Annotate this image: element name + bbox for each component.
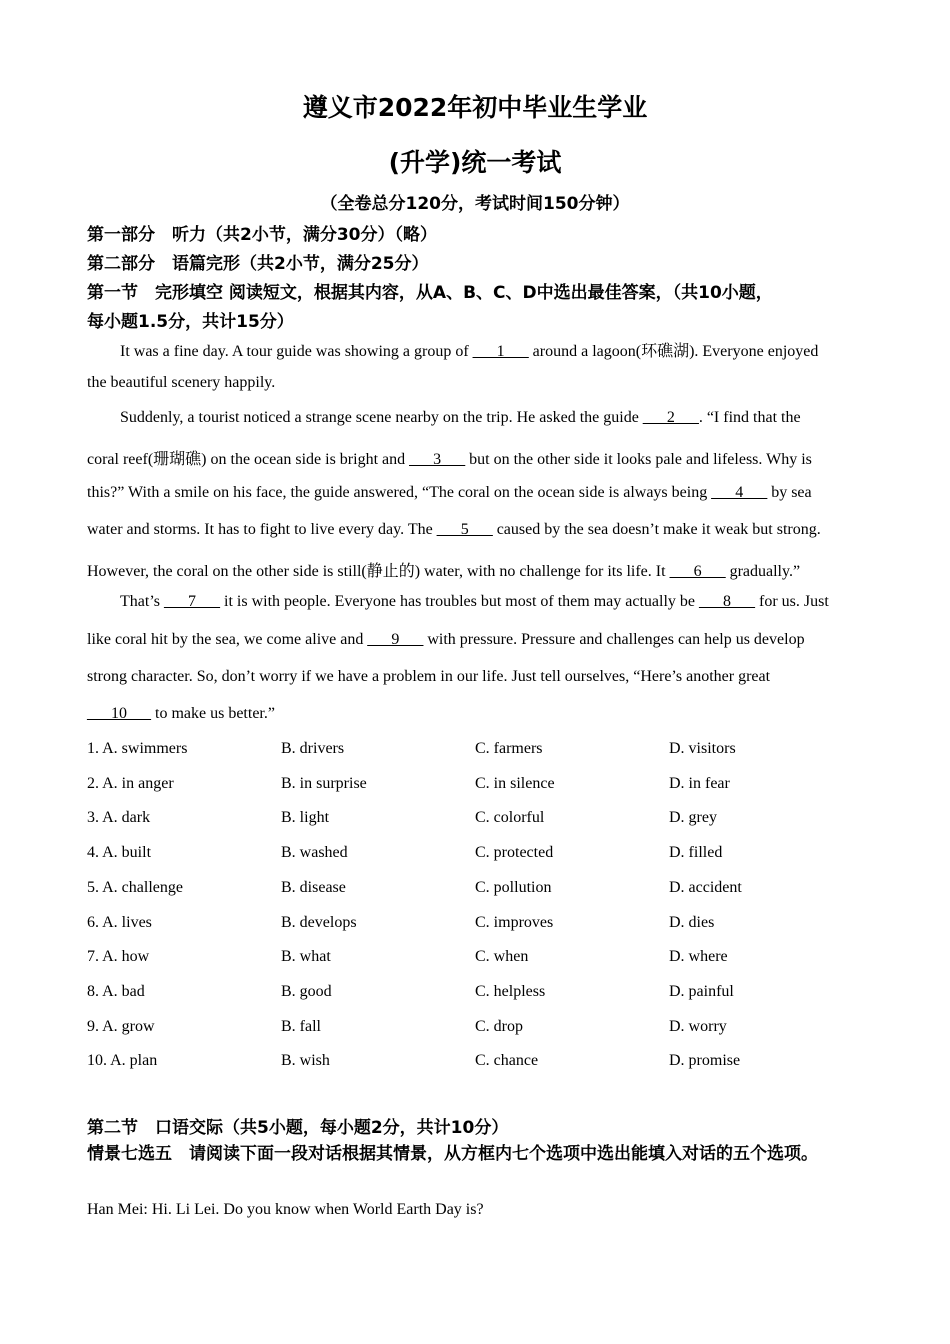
blank-4: ___4___ bbox=[711, 484, 768, 501]
option-1-c: C. farmers bbox=[475, 740, 543, 757]
option-9-d: D. worry bbox=[669, 1018, 727, 1035]
exam-subtitle: （全卷总分120分，考试时间150分钟） bbox=[320, 194, 630, 214]
passage-text: That’s bbox=[120, 593, 164, 610]
option-3-d: D. grey bbox=[669, 809, 717, 826]
passage-line bbox=[87, 668, 770, 686]
option-10-a: 10. A. plan bbox=[87, 1052, 158, 1069]
option-7-b: B. what bbox=[281, 948, 331, 965]
passage-text: for us. Just bbox=[755, 593, 829, 610]
blank-2: ___2___ bbox=[642, 409, 699, 426]
passage-line bbox=[87, 705, 275, 723]
option-3-b: B. light bbox=[281, 809, 330, 826]
option-1-d: D. visitors bbox=[669, 740, 736, 757]
section1-heading-line2: 每小题1.5分，共计15分） bbox=[87, 312, 294, 332]
passage-line bbox=[120, 593, 829, 611]
option-10-b: B. wish bbox=[281, 1052, 330, 1069]
passage-text: strong character. So, don’t worry if we have a problem in our life. Just tell ourselves, “Here’s another great bbox=[87, 668, 771, 685]
section2-instructions: 情景七选五 请阅读下面一段对话根据其情景，从方框内七个选项中选出能填入对话的五个选项。 bbox=[87, 1144, 818, 1164]
passage-text: by sea bbox=[767, 484, 812, 501]
option-4-b: B. washed bbox=[281, 844, 348, 861]
part2-heading: 第二部分 语篇完形（共2小节，满分25分） bbox=[87, 254, 429, 274]
option-5-b: B. disease bbox=[281, 879, 346, 896]
option-10-c: C. chance bbox=[475, 1052, 539, 1069]
option-8-b: B. good bbox=[281, 983, 332, 1000]
option-8-c: C. helpless bbox=[475, 983, 546, 1000]
option-5-d: D. accident bbox=[669, 879, 742, 896]
option-2-b: B. in surprise bbox=[281, 775, 367, 792]
passage-text: like coral hit by the sea, we come alive and bbox=[87, 631, 368, 648]
option-8-a: 8. A. bad bbox=[87, 983, 145, 1000]
option-4-c: C. protected bbox=[475, 844, 554, 861]
option-9-a: 9. A. grow bbox=[87, 1018, 155, 1035]
option-1-a: 1. A. swimmers bbox=[87, 740, 188, 757]
option-9-b: B. fall bbox=[281, 1018, 321, 1035]
passage-text: the beautiful scenery happily. bbox=[87, 374, 276, 391]
passage-text: gradually.” bbox=[725, 563, 801, 580]
option-6-d: D. dies bbox=[669, 914, 715, 931]
passage-line bbox=[87, 631, 805, 649]
passage-line bbox=[87, 484, 812, 502]
passage-text: coral reef(珊瑚礁) on the ocean side is bright and bbox=[87, 451, 410, 468]
option-9-c: C. drop bbox=[475, 1018, 523, 1035]
option-2-a: 2. A. in anger bbox=[87, 775, 174, 792]
passage-line bbox=[87, 521, 821, 539]
passage-text: this?” With a smile on his face, the guide answered, “The coral on the ocean side is always being bbox=[87, 484, 712, 501]
blank-8: ___8___ bbox=[699, 593, 756, 610]
option-5-c: C. pollution bbox=[475, 879, 552, 896]
blank-3: ___3___ bbox=[409, 451, 466, 468]
option-10-d: D. promise bbox=[669, 1052, 741, 1069]
passage-text: Suddenly, a tourist noticed a strange scene nearby on the trip. He asked the guide bbox=[120, 409, 643, 426]
passage-text: . “I find that the bbox=[698, 409, 801, 426]
passage-text: with pressure. Pressure and challenges can help us develop bbox=[423, 631, 805, 648]
part1-heading: 第一部分 听力（共2小节，满分30分）（略） bbox=[87, 225, 437, 245]
passage-text: to make us better.” bbox=[151, 705, 275, 722]
option-4-d: D. filled bbox=[669, 844, 723, 861]
option-4-a: 4. A. built bbox=[87, 844, 152, 861]
blank-7: ___7___ bbox=[164, 593, 220, 610]
option-6-c: C. improves bbox=[475, 914, 554, 931]
option-7-a: 7. A. how bbox=[87, 948, 150, 965]
passage-line bbox=[87, 446, 812, 469]
blank-10: ___10___ bbox=[87, 705, 151, 722]
section2-heading: 第二节 口语交际（共5小题，每小题2分，共计10分） bbox=[87, 1118, 509, 1138]
passage-text: caused by the sea doesn’t make it weak but strong. bbox=[492, 521, 821, 538]
passage-text: It was a fine day. A tour guide was showing a group of bbox=[120, 343, 473, 360]
option-7-d: D. where bbox=[669, 948, 728, 965]
option-2-c: C. in silence bbox=[475, 775, 555, 792]
dialogue-line: Han Mei: Hi. Li Lei. Do you know when World Earth Day is? bbox=[87, 1201, 484, 1218]
option-1-b: B. drivers bbox=[281, 740, 345, 757]
passage-text: it is with people. Everyone has troubles but most of them may actually be bbox=[220, 593, 700, 610]
option-3-c: C. colorful bbox=[475, 809, 545, 826]
blank-1: ___1___ bbox=[472, 343, 529, 360]
passage-line bbox=[120, 338, 818, 361]
option-6-b: B. develops bbox=[281, 914, 357, 931]
passage-line bbox=[87, 374, 275, 392]
option-3-a: 3. A. dark bbox=[87, 809, 151, 826]
passage-text: but on the other side it looks pale and lifeless. Why is bbox=[465, 451, 812, 468]
option-8-d: D. painful bbox=[669, 983, 734, 1000]
exam-title-line2: (升学)统一考试 bbox=[388, 148, 562, 177]
blank-6: ___6___ bbox=[669, 563, 726, 580]
option-5-a: 5. A. challenge bbox=[87, 879, 183, 896]
passage-line bbox=[87, 558, 800, 581]
option-7-c: C. when bbox=[475, 948, 529, 965]
passage-text: water and storms. It has to fight to live every day. The bbox=[87, 521, 437, 538]
option-6-a: 6. A. lives bbox=[87, 914, 152, 931]
section1-heading-line1: 第一节 完形填空 阅读短文，根据其内容，从A、B、C、D中选出最佳答案，（共10小题， bbox=[87, 283, 773, 303]
option-2-d: D. in fear bbox=[669, 775, 730, 792]
blank-9: ___9___ bbox=[367, 631, 424, 648]
blank-5: ___5___ bbox=[436, 521, 493, 538]
passage-text: around a lagoon(环礁湖). Everyone enjoyed bbox=[528, 343, 819, 360]
passage-line bbox=[120, 409, 801, 427]
passage-text: However, the coral on the other side is still(静止的) water, with no challenge for its life. It bbox=[87, 563, 670, 580]
exam-title-line1: 遵义市2022年初中毕业生学业 bbox=[302, 93, 648, 122]
